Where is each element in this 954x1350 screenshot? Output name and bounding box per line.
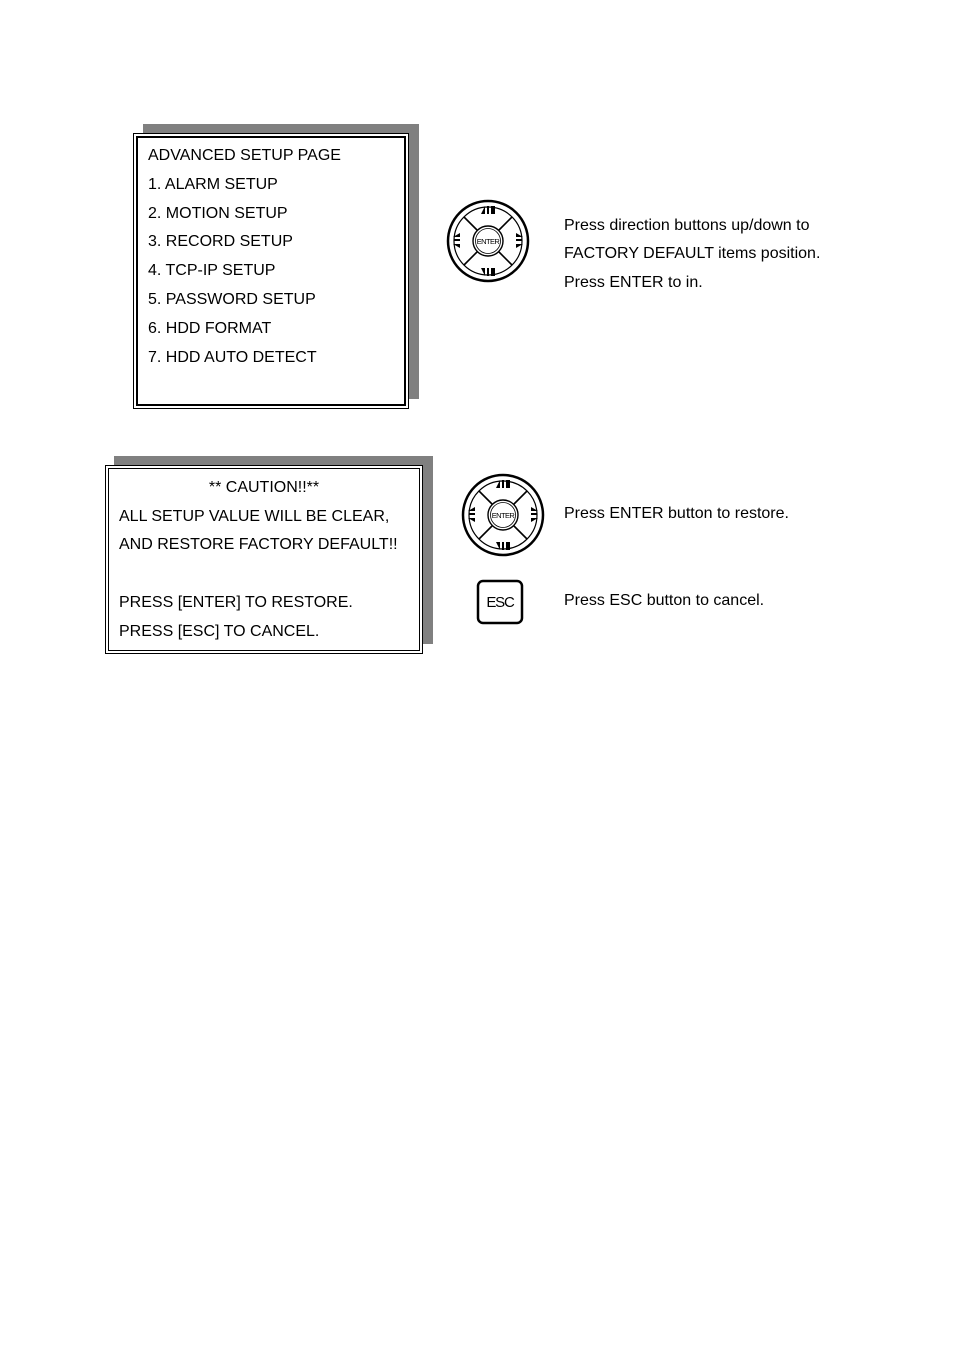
step1-line-1: Press direction buttons up/down to <box>564 217 810 234</box>
direction-pad-icon <box>446 198 530 284</box>
step1-line-3: Press ENTER to in. <box>564 274 703 291</box>
enter-label-2: ENTER <box>491 511 515 520</box>
menu-item-motion-setup[interactable]: 2. MOTION SETUP <box>148 205 288 222</box>
enter-label: ENTER <box>476 237 500 246</box>
caution-line-clear: ALL SETUP VALUE WILL BE CLEAR, <box>119 508 390 525</box>
menu-title: ADVANCED SETUP PAGE <box>148 147 341 164</box>
menu-item-record-setup[interactable]: 3. RECORD SETUP <box>148 233 293 250</box>
caution-line-restore-default: AND RESTORE FACTORY DEFAULT!! <box>119 536 398 553</box>
esc-label: ESC <box>486 594 514 611</box>
esc-key-icon <box>476 579 524 625</box>
step2-enter-text: Press ENTER button to restore. <box>564 505 789 522</box>
menu-item-hdd-format[interactable]: 6. HDD FORMAT <box>148 320 272 337</box>
caution-heading: ** CAUTION!!** <box>208 479 320 496</box>
enter-button-icon <box>461 472 545 558</box>
menu-item-password-setup[interactable]: 5. PASSWORD SETUP <box>148 291 316 308</box>
caution-line-press-enter: PRESS [ENTER] TO RESTORE. <box>119 594 353 611</box>
menu-item-tcp-ip-setup[interactable]: 4. TCP-IP SETUP <box>148 262 276 279</box>
step2-esc-text: Press ESC button to cancel. <box>564 592 765 609</box>
step1-line-2: FACTORY DEFAULT items position. <box>564 245 821 262</box>
menu-item-alarm-setup[interactable]: 1. ALARM SETUP <box>148 176 278 193</box>
menu-item-hdd-auto-detect[interactable]: 7. HDD AUTO DETECT <box>148 349 317 366</box>
caution-line-press-esc: PRESS [ESC] TO CANCEL. <box>119 623 320 640</box>
